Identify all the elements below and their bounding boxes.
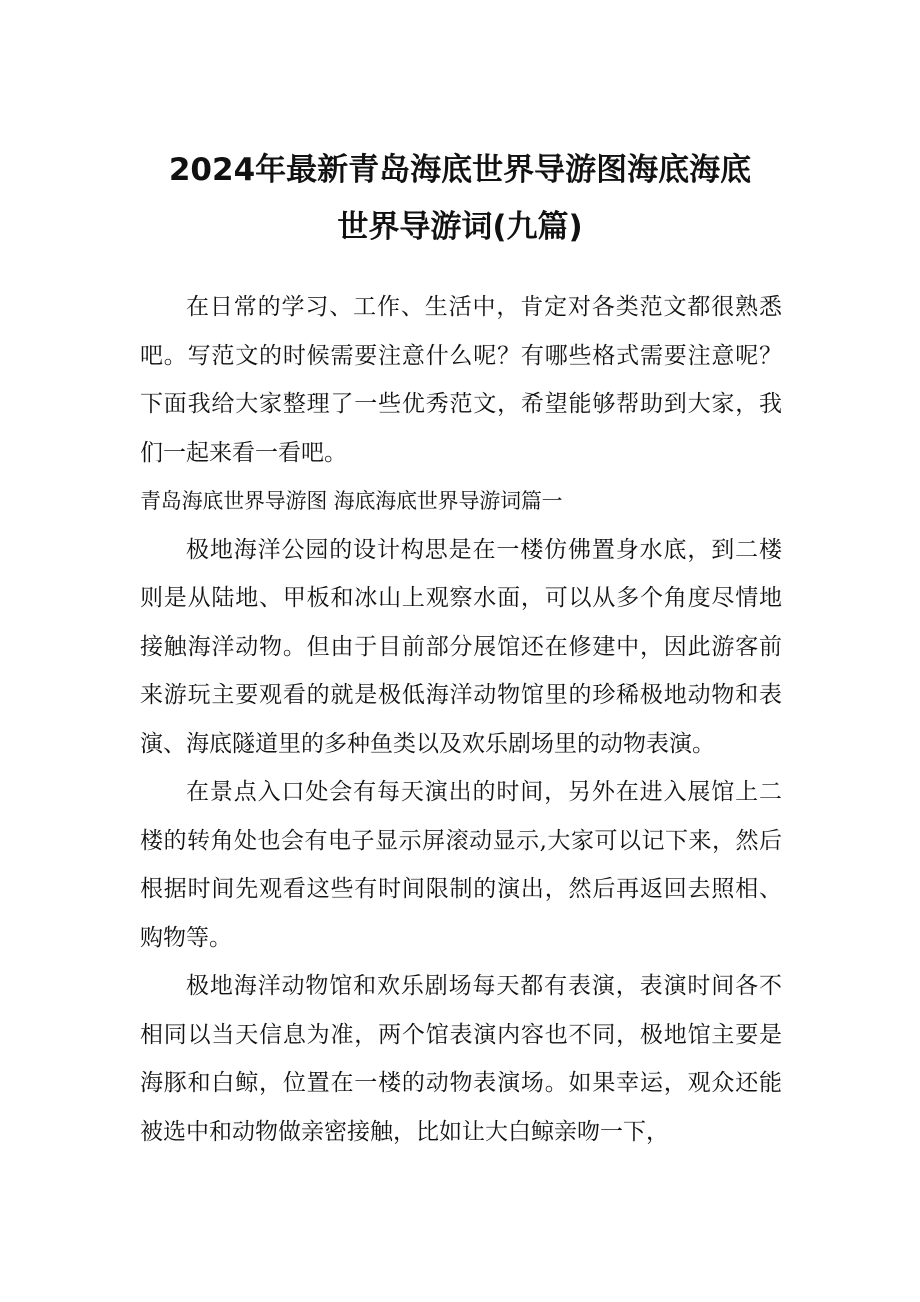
body-paragraph-1: 极地海洋公园的设计构思是在一楼仿佛置身水底，到二楼则是从陆地、甲板和冰山上观察水面，可以从多个角度尽情地接触海洋动物。但由于目前部分展馆还在修建中，因此游客前来游玩主要观看的就是极低海洋动物馆里的珍稀极地动物和表演、海底隧道里的多种鱼类以及欢乐剧场里的动物表演。 [140, 536, 782, 757]
body-paragraph-2: 在景点入口处会有每天演出的时间，另外在进入展馆上二楼的转角处也会有电子显示屏滚动显示,大家可以记下来，然后根据时间先观看这些有时间限制的演出，然后再返回去照相、购物等。 [140, 779, 782, 951]
section-heading: 青岛海底世界导游图 海底海底世界导游词篇一 [140, 489, 563, 513]
document-title-line-2: 世界导游词(九篇) [337, 209, 583, 245]
body-paragraph-3: 极地海洋动物馆和欢乐剧场每天都有表演，表演时间各不相同以当天信息为准，两个馆表演内容也不同，极地馆主要是海豚和白鲸，位置在一楼的动物表演场。如果幸运，观众还能被选中和动物做亲密接触，比如让大白鲸亲吻一下， [140, 973, 782, 1145]
document-body [140, 283, 782, 1156]
document-title-line-1: 2024年最新青岛海底世界导游图海底海底 [168, 152, 752, 188]
intro-paragraph: 在日常的学习、工作、生活中，肯定对各类范文都很熟悉吧。写范文的时候需要注意什么呢？有哪些格式需要注意呢？下面我给大家整理了一些优秀范文，希望能够帮助到大家，我们一起来看一看吧。 [140, 294, 782, 466]
